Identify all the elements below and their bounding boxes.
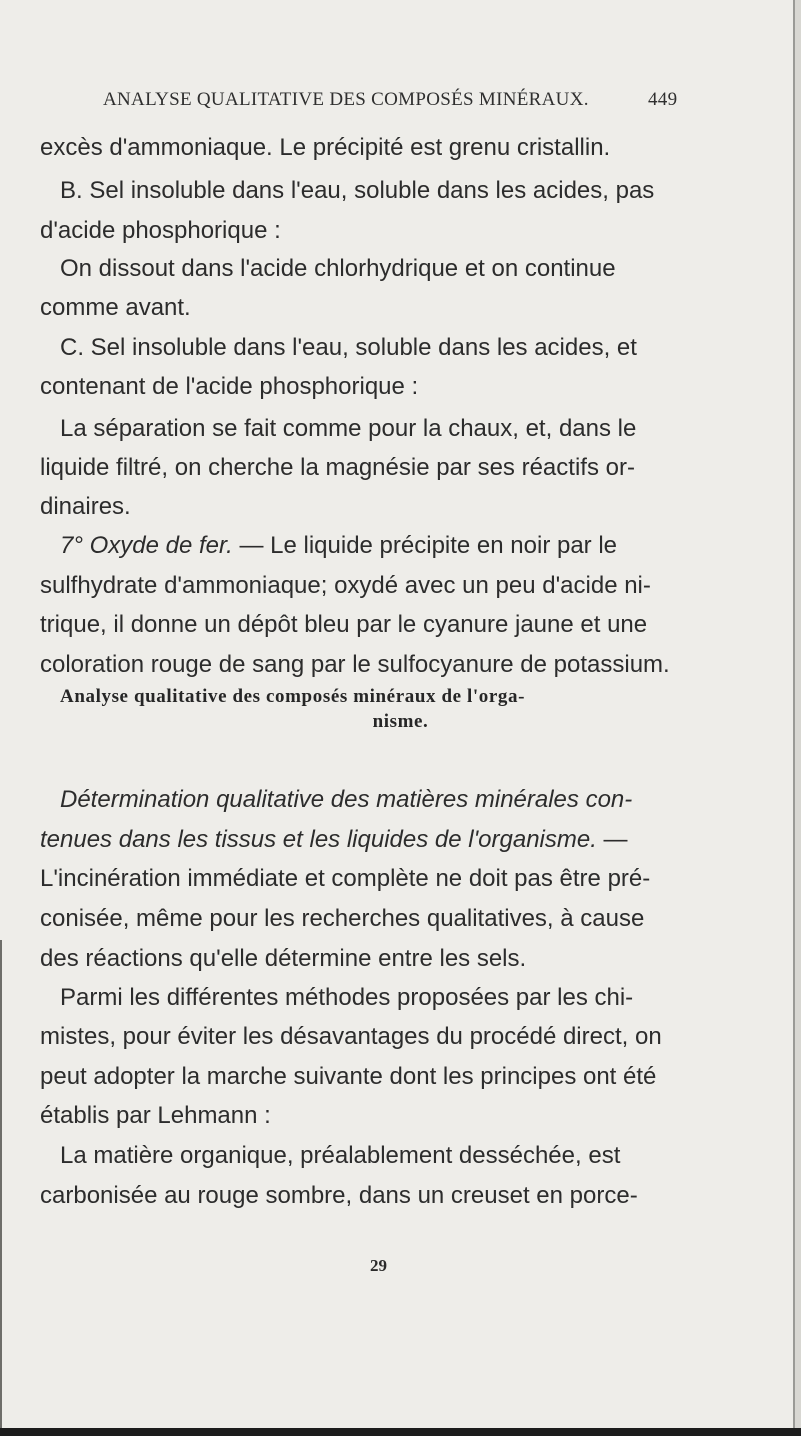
text-line: d'acide phosphorique : xyxy=(40,217,281,244)
oxyde-line xyxy=(60,531,617,561)
page-number: 449 xyxy=(648,89,678,110)
text-line: mistes, pour éviter les désavantages du procédé direct, on xyxy=(40,1023,662,1050)
oxyde-text: — Le liquide précipite en noir par le xyxy=(232,532,618,559)
text-line: C. Sel insoluble dans l'eau, soluble dans les acides, et xyxy=(60,334,637,361)
text-line: On dissout dans l'acide chlorhydrique et on continue xyxy=(60,255,616,282)
text-line: coloration rouge de sang par le sulfocyanure de potassium. xyxy=(40,651,670,678)
text-line: comme avant. xyxy=(40,294,191,321)
text-line: peut adopter la marche suivante dont les principes ont été xyxy=(40,1063,657,1090)
text-line: dinaires. xyxy=(40,493,131,520)
subtitle-line xyxy=(60,785,632,815)
section-heading-continued: nisme. xyxy=(372,711,429,732)
text-line: liquide filtré, on cherche la magnésie par ses réactifs or- xyxy=(40,454,635,481)
section-heading: Analyse qualitative des composés minéraux de l'orga- xyxy=(60,686,526,707)
subtitle-text: tenues dans les tissus et les liquides de l'organisme. xyxy=(40,826,597,853)
subtitle-text: Détermination qualitative des matières minérales con- xyxy=(60,786,633,813)
subtitle-dash: — xyxy=(596,826,628,853)
text-line: L'incinération immédiate et complète ne doit pas être pré- xyxy=(40,865,651,892)
text-line: B. Sel insoluble dans l'eau, soluble dans les acides, pas xyxy=(60,177,655,204)
text-line: Parmi les différentes méthodes proposées par les chi- xyxy=(60,984,634,1011)
text-line: La matière organique, préalablement desséchée, est xyxy=(60,1142,621,1169)
printer-signature: 29 xyxy=(370,1256,387,1275)
running-head xyxy=(103,89,678,111)
text-line: sulfhydrate d'ammoniaque; oxydé avec un peu d'acide ni- xyxy=(40,572,651,599)
page-edge-bottom xyxy=(0,1428,801,1436)
subtitle-line xyxy=(40,825,628,855)
text-line: trique, il donne un dépôt bleu par le cyanure jaune et une xyxy=(40,611,648,638)
text-line: La séparation se fait comme pour la chaux, et, dans le xyxy=(60,415,637,442)
running-title: ANALYSE QUALITATIVE DES COMPOSÉS MINÉRAUX. xyxy=(103,89,589,110)
text-line: contenant de l'acide phosphorique : xyxy=(40,373,419,400)
text-line: excès d'ammoniaque. Le précipité est grenu cristallin. xyxy=(40,134,611,161)
oxyde-title: 7° Oxyde de fer. xyxy=(60,532,233,559)
text-line: conisée, même pour les recherches qualitatives, à cause xyxy=(40,905,645,932)
text-line: carbonisée au rouge sombre, dans un creuset en porce- xyxy=(40,1182,638,1209)
text-line: établis par Lehmann : xyxy=(40,1102,271,1129)
page-edge-left xyxy=(0,940,2,1436)
text-line: des réactions qu'elle détermine entre les sels. xyxy=(40,945,527,972)
